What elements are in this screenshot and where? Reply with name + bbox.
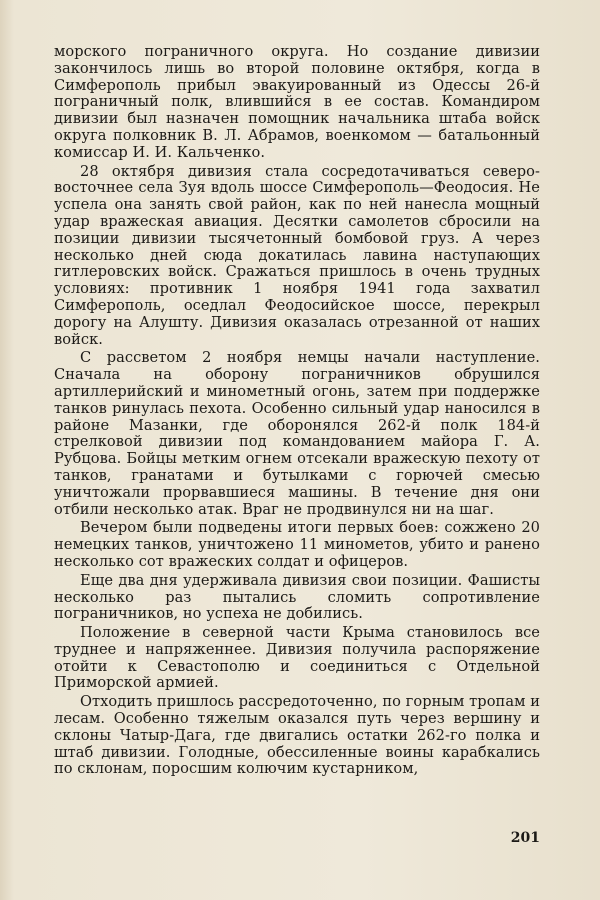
paragraph-5: Еще два дня удерживала дивизия свои позиции. Фашисты несколько раз пытались сломить сопротивление пограничников, но успеха не добились. [54, 571, 540, 623]
paragraph-7: Отходить пришлось рассредоточенно, по горным тропам и лесам. Особенно тяжелым оказался путь через вершину и склоны Чатыр-Дага, где двигались остатки 262-го полка и штаб дивизии. Голодные, обессиленные воины карабкались по склонам, поросшим колючим кустарником, [54, 693, 540, 778]
paragraph-2: 28 октября дивизия стала сосредотачиваться северо-восточнее села Зуя вдоль шоссе Симферополь—Феодосия. Не успела она занять свой район, как по ней нанесла мощный удар вражеская авиация. Десятки самолетов сбросили на позиции дивизии тысячетонный бомбовой груз. А через несколько дней сюда докатилась лавина наступающих гитлеровских войск. Сражаться пришлось в очень трудных условиях: противник 1 ноября 1941 года захватил Симферополь, оседлал Феодосийское шоссе, перекрыл дорогу на Алушту. Дивизия оказалась отрезанной от наших войск. [54, 162, 540, 348]
page-number: 201 [510, 830, 540, 846]
paragraph-3: С рассветом 2 ноября немцы начали наступление. Сначала на оборону пограничников обрушился артиллерийский и минометный огонь, затем при поддержке танков ринулась пехота. Особенно сильный удар наносился в районе Мазанки, где оборонялся 262-й полк 184-й стрелковой дивизии под командованием майора Г. А. Рубцова. Бойцы метким огнем отсекали вражескую пехоту от танков, гранатами и бутылками с горючей смесью уничтожали прорвавшиеся машины. В течение дня они отбили несколько атак. Враг не продвинулся ни на шаг. [54, 349, 540, 518]
paragraph-4: Вечером были подведены итоги первых боев: сожжено 20 немецких танков, уничтожено 11 минометов, убито и ранено несколько сот вражеских солдат и офицеров. [54, 519, 540, 570]
paragraph-6: Положение в северной части Крыма становилось все труднее и напряженнее. Дивизия получила распоряжение отойти к Севастополю и соединиться с Отдельной Приморской армией. [54, 624, 540, 692]
paragraph-1: морского пограничного округа. Но создание дивизии закончилось лишь во второй половине октября, когда в Симферополь прибыл эвакуированный из Одессы 26-й пограничный полк, влившийся в ее состав. Командиром дивизии был назначен помощник начальника штаба войск округа полковник В. Л. Абрамов, военкомом — батальонный комиссар И. И. Кальченко. [54, 43, 540, 161]
body-text [54, 44, 540, 780]
